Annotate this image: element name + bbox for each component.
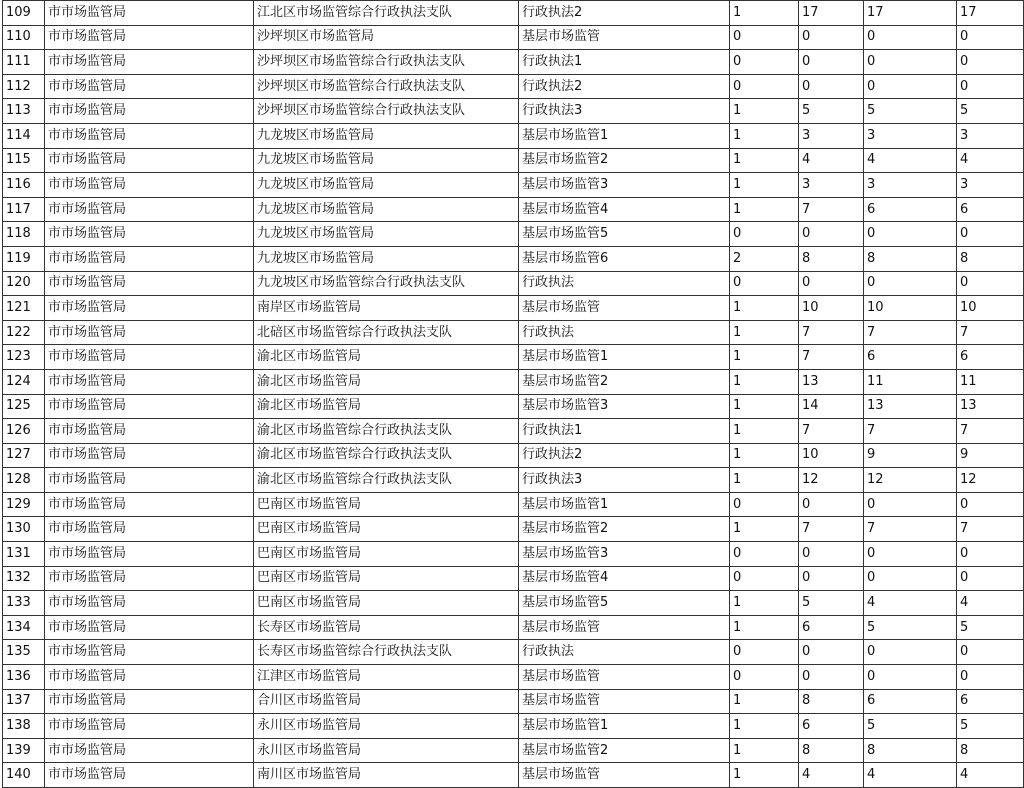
paid-count-cell: 4 (957, 591, 1024, 616)
qualified-count-cell: 4 (864, 148, 957, 173)
paid-count-cell: 3 (957, 123, 1024, 148)
table-row (3, 542, 1024, 567)
position-cell: 行政执法2 (519, 74, 730, 99)
position-cell: 行政执法 (519, 271, 730, 296)
row-number-cell: 137 (3, 689, 45, 714)
applicant-count-cell: 0 (799, 222, 864, 247)
qualified-count-cell: 10 (864, 296, 957, 321)
plan-count-cell: 0 (730, 566, 799, 591)
position-cell: 基层市场监管6 (519, 246, 730, 271)
table-row (3, 320, 1024, 345)
position-cell: 行政执法3 (519, 99, 730, 124)
row-number-cell: 132 (3, 566, 45, 591)
qualified-count-cell: 0 (864, 566, 957, 591)
table-row (3, 74, 1024, 99)
applicant-count-cell: 0 (799, 74, 864, 99)
applicant-count-cell: 0 (799, 566, 864, 591)
table-row (3, 50, 1024, 75)
unit-cell: 永川区市场监管局 (254, 738, 519, 763)
plan-count-cell: 1 (730, 173, 799, 198)
paid-count-cell: 0 (957, 542, 1024, 567)
applicant-count-cell: 7 (799, 320, 864, 345)
position-cell: 行政执法2 (519, 1, 730, 26)
row-number-cell: 119 (3, 246, 45, 271)
position-cell: 基层市场监管2 (519, 148, 730, 173)
table-row (3, 345, 1024, 370)
department-cell: 市市场监管局 (45, 222, 254, 247)
row-number-cell: 111 (3, 50, 45, 75)
table-row (3, 468, 1024, 493)
table-row (3, 566, 1024, 591)
plan-count-cell: 1 (730, 345, 799, 370)
unit-cell: 长寿区市场监管综合行政执法支队 (254, 640, 519, 665)
paid-count-cell: 0 (957, 25, 1024, 50)
plan-count-cell: 0 (730, 222, 799, 247)
department-cell: 市市场监管局 (45, 74, 254, 99)
row-number-cell: 113 (3, 99, 45, 124)
unit-cell: 巴南区市场监管局 (254, 566, 519, 591)
paid-count-cell: 8 (957, 738, 1024, 763)
plan-count-cell: 0 (730, 640, 799, 665)
position-cell: 行政执法2 (519, 443, 730, 468)
paid-count-cell: 5 (957, 99, 1024, 124)
unit-cell: 九龙坡区市场监管局 (254, 123, 519, 148)
qualified-count-cell: 11 (864, 369, 957, 394)
department-cell: 市市场监管局 (45, 345, 254, 370)
qualified-count-cell: 8 (864, 738, 957, 763)
department-cell: 市市场监管局 (45, 99, 254, 124)
position-cell: 基层市场监管 (519, 615, 730, 640)
table-body (3, 1, 1024, 788)
unit-cell: 沙坪坝区市场监管综合行政执法支队 (254, 50, 519, 75)
plan-count-cell: 1 (730, 99, 799, 124)
department-cell: 市市场监管局 (45, 665, 254, 690)
row-number-cell: 112 (3, 74, 45, 99)
unit-cell: 九龙坡区市场监管局 (254, 148, 519, 173)
table-row (3, 615, 1024, 640)
unit-cell: 长寿区市场监管局 (254, 615, 519, 640)
paid-count-cell: 0 (957, 566, 1024, 591)
qualified-count-cell: 9 (864, 443, 957, 468)
table-row (3, 99, 1024, 124)
qualified-count-cell: 0 (864, 50, 957, 75)
table-row (3, 296, 1024, 321)
applicant-count-cell: 8 (799, 738, 864, 763)
qualified-count-cell: 17 (864, 1, 957, 26)
applicant-count-cell: 8 (799, 246, 864, 271)
position-cell: 行政执法3 (519, 468, 730, 493)
department-cell: 市市场监管局 (45, 246, 254, 271)
paid-count-cell: 4 (957, 763, 1024, 788)
department-cell: 市市场监管局 (45, 1, 254, 26)
plan-count-cell: 1 (730, 517, 799, 542)
row-number-cell: 117 (3, 197, 45, 222)
paid-count-cell: 11 (957, 369, 1024, 394)
qualified-count-cell: 4 (864, 763, 957, 788)
table-row (3, 271, 1024, 296)
table-row (3, 517, 1024, 542)
unit-cell: 渝北区市场监管局 (254, 394, 519, 419)
applicant-count-cell: 14 (799, 394, 864, 419)
department-cell: 市市场监管局 (45, 640, 254, 665)
position-cell: 基层市场监管 (519, 763, 730, 788)
applicant-count-cell: 12 (799, 468, 864, 493)
plan-count-cell: 1 (730, 468, 799, 493)
position-cell: 基层市场监管5 (519, 222, 730, 247)
department-cell: 市市场监管局 (45, 763, 254, 788)
department-cell: 市市场监管局 (45, 50, 254, 75)
department-cell: 市市场监管局 (45, 296, 254, 321)
department-cell: 市市场监管局 (45, 148, 254, 173)
row-number-cell: 109 (3, 1, 45, 26)
table-row (3, 394, 1024, 419)
qualified-count-cell: 0 (864, 271, 957, 296)
department-cell: 市市场监管局 (45, 173, 254, 198)
applicant-count-cell: 4 (799, 148, 864, 173)
paid-count-cell: 7 (957, 419, 1024, 444)
table-row (3, 763, 1024, 788)
position-cell: 基层市场监管1 (519, 123, 730, 148)
paid-count-cell: 0 (957, 665, 1024, 690)
row-number-cell: 140 (3, 763, 45, 788)
applicant-count-cell: 7 (799, 345, 864, 370)
qualified-count-cell: 5 (864, 615, 957, 640)
qualified-count-cell: 6 (864, 689, 957, 714)
department-cell: 市市场监管局 (45, 492, 254, 517)
table-row (3, 222, 1024, 247)
applicant-count-cell: 7 (799, 197, 864, 222)
table-row (3, 665, 1024, 690)
unit-cell: 沙坪坝区市场监管综合行政执法支队 (254, 99, 519, 124)
table-row (3, 1, 1024, 26)
plan-count-cell: 1 (730, 615, 799, 640)
unit-cell: 渝北区市场监管局 (254, 345, 519, 370)
department-cell: 市市场监管局 (45, 25, 254, 50)
qualified-count-cell: 6 (864, 197, 957, 222)
paid-count-cell: 12 (957, 468, 1024, 493)
table-row (3, 419, 1024, 444)
qualified-count-cell: 6 (864, 345, 957, 370)
unit-cell: 渝北区市场监管综合行政执法支队 (254, 443, 519, 468)
row-number-cell: 127 (3, 443, 45, 468)
paid-count-cell: 6 (957, 197, 1024, 222)
paid-count-cell: 13 (957, 394, 1024, 419)
paid-count-cell: 4 (957, 148, 1024, 173)
position-cell: 基层市场监管 (519, 689, 730, 714)
paid-count-cell: 7 (957, 320, 1024, 345)
row-number-cell: 114 (3, 123, 45, 148)
qualified-count-cell: 0 (864, 542, 957, 567)
plan-count-cell: 1 (730, 738, 799, 763)
unit-cell: 江北区市场监管综合行政执法支队 (254, 1, 519, 26)
table-row (3, 197, 1024, 222)
position-cell: 基层市场监管5 (519, 591, 730, 616)
row-number-cell: 134 (3, 615, 45, 640)
applicant-count-cell: 5 (799, 591, 864, 616)
paid-count-cell: 0 (957, 222, 1024, 247)
table-row (3, 591, 1024, 616)
unit-cell: 沙坪坝区市场监管综合行政执法支队 (254, 74, 519, 99)
paid-count-cell: 8 (957, 246, 1024, 271)
department-cell: 市市场监管局 (45, 591, 254, 616)
row-number-cell: 122 (3, 320, 45, 345)
position-cell: 基层市场监管1 (519, 492, 730, 517)
paid-count-cell: 0 (957, 271, 1024, 296)
plan-count-cell: 0 (730, 542, 799, 567)
qualified-count-cell: 4 (864, 591, 957, 616)
table-row (3, 492, 1024, 517)
unit-cell: 九龙坡区市场监管局 (254, 173, 519, 198)
unit-cell: 合川区市场监管局 (254, 689, 519, 714)
qualified-count-cell: 0 (864, 665, 957, 690)
table-row (3, 689, 1024, 714)
plan-count-cell: 1 (730, 394, 799, 419)
department-cell: 市市场监管局 (45, 443, 254, 468)
row-number-cell: 123 (3, 345, 45, 370)
unit-cell: 九龙坡区市场监管局 (254, 222, 519, 247)
department-cell: 市市场监管局 (45, 197, 254, 222)
unit-cell: 九龙坡区市场监管综合行政执法支队 (254, 271, 519, 296)
row-number-cell: 128 (3, 468, 45, 493)
row-number-cell: 116 (3, 173, 45, 198)
applicant-count-cell: 0 (799, 665, 864, 690)
row-number-cell: 124 (3, 369, 45, 394)
table-row (3, 246, 1024, 271)
department-cell: 市市场监管局 (45, 615, 254, 640)
paid-count-cell: 6 (957, 689, 1024, 714)
plan-count-cell: 1 (730, 714, 799, 739)
applicant-count-cell: 3 (799, 173, 864, 198)
position-cell: 基层市场监管3 (519, 394, 730, 419)
unit-cell: 巴南区市场监管局 (254, 492, 519, 517)
paid-count-cell: 0 (957, 492, 1024, 517)
plan-count-cell: 1 (730, 320, 799, 345)
applicant-count-cell: 0 (799, 492, 864, 517)
department-cell: 市市场监管局 (45, 271, 254, 296)
plan-count-cell: 1 (730, 369, 799, 394)
plan-count-cell: 0 (730, 74, 799, 99)
qualified-count-cell: 0 (864, 492, 957, 517)
plan-count-cell: 1 (730, 689, 799, 714)
qualified-count-cell: 0 (864, 640, 957, 665)
plan-count-cell: 1 (730, 1, 799, 26)
applicant-count-cell: 8 (799, 689, 864, 714)
applicant-count-cell: 0 (799, 50, 864, 75)
applicant-count-cell: 0 (799, 640, 864, 665)
department-cell: 市市场监管局 (45, 320, 254, 345)
row-number-cell: 135 (3, 640, 45, 665)
position-cell: 基层市场监管2 (519, 369, 730, 394)
unit-cell: 渝北区市场监管综合行政执法支队 (254, 468, 519, 493)
qualified-count-cell: 5 (864, 99, 957, 124)
row-number-cell: 110 (3, 25, 45, 50)
plan-count-cell: 1 (730, 123, 799, 148)
row-number-cell: 121 (3, 296, 45, 321)
row-number-cell: 120 (3, 271, 45, 296)
plan-count-cell: 1 (730, 443, 799, 468)
applicant-count-cell: 0 (799, 271, 864, 296)
paid-count-cell: 9 (957, 443, 1024, 468)
paid-count-cell: 0 (957, 74, 1024, 99)
table-row (3, 714, 1024, 739)
table-row (3, 123, 1024, 148)
department-cell: 市市场监管局 (45, 123, 254, 148)
plan-count-cell: 0 (730, 50, 799, 75)
plan-count-cell: 1 (730, 591, 799, 616)
applicant-count-cell: 4 (799, 763, 864, 788)
unit-cell: 巴南区市场监管局 (254, 517, 519, 542)
qualified-count-cell: 12 (864, 468, 957, 493)
recruitment-table (2, 0, 1024, 788)
department-cell: 市市场监管局 (45, 689, 254, 714)
plan-count-cell: 0 (730, 271, 799, 296)
plan-count-cell: 1 (730, 419, 799, 444)
department-cell: 市市场监管局 (45, 738, 254, 763)
plan-count-cell: 1 (730, 296, 799, 321)
qualified-count-cell: 7 (864, 517, 957, 542)
paid-count-cell: 5 (957, 714, 1024, 739)
applicant-count-cell: 0 (799, 542, 864, 567)
paid-count-cell: 17 (957, 1, 1024, 26)
qualified-count-cell: 0 (864, 74, 957, 99)
paid-count-cell: 0 (957, 640, 1024, 665)
position-cell: 基层市场监管1 (519, 714, 730, 739)
row-number-cell: 131 (3, 542, 45, 567)
position-cell: 基层市场监管 (519, 25, 730, 50)
department-cell: 市市场监管局 (45, 394, 254, 419)
department-cell: 市市场监管局 (45, 468, 254, 493)
qualified-count-cell: 3 (864, 123, 957, 148)
table-row (3, 443, 1024, 468)
table-row (3, 148, 1024, 173)
row-number-cell: 130 (3, 517, 45, 542)
qualified-count-cell: 7 (864, 419, 957, 444)
paid-count-cell: 5 (957, 615, 1024, 640)
paid-count-cell: 3 (957, 173, 1024, 198)
position-cell: 行政执法 (519, 320, 730, 345)
row-number-cell: 139 (3, 738, 45, 763)
unit-cell: 巴南区市场监管局 (254, 542, 519, 567)
unit-cell: 九龙坡区市场监管局 (254, 246, 519, 271)
qualified-count-cell: 0 (864, 25, 957, 50)
position-cell: 行政执法1 (519, 419, 730, 444)
plan-count-cell: 2 (730, 246, 799, 271)
row-number-cell: 136 (3, 665, 45, 690)
applicant-count-cell: 3 (799, 123, 864, 148)
applicant-count-cell: 7 (799, 419, 864, 444)
department-cell: 市市场监管局 (45, 714, 254, 739)
paid-count-cell: 0 (957, 50, 1024, 75)
row-number-cell: 133 (3, 591, 45, 616)
position-cell: 基层市场监管1 (519, 345, 730, 370)
plan-count-cell: 1 (730, 763, 799, 788)
table-row (3, 640, 1024, 665)
paid-count-cell: 6 (957, 345, 1024, 370)
qualified-count-cell: 8 (864, 246, 957, 271)
table-row (3, 369, 1024, 394)
table-row (3, 25, 1024, 50)
position-cell: 基层市场监管2 (519, 517, 730, 542)
table-row (3, 738, 1024, 763)
table-row (3, 173, 1024, 198)
row-number-cell: 118 (3, 222, 45, 247)
position-cell: 基层市场监管 (519, 296, 730, 321)
applicant-count-cell: 6 (799, 615, 864, 640)
applicant-count-cell: 5 (799, 99, 864, 124)
applicant-count-cell: 6 (799, 714, 864, 739)
paid-count-cell: 7 (957, 517, 1024, 542)
qualified-count-cell: 7 (864, 320, 957, 345)
qualified-count-cell: 5 (864, 714, 957, 739)
position-cell: 基层市场监管3 (519, 542, 730, 567)
unit-cell: 南岸区市场监管局 (254, 296, 519, 321)
applicant-count-cell: 0 (799, 25, 864, 50)
row-number-cell: 115 (3, 148, 45, 173)
applicant-count-cell: 10 (799, 296, 864, 321)
qualified-count-cell: 3 (864, 173, 957, 198)
plan-count-cell: 1 (730, 148, 799, 173)
position-cell: 行政执法1 (519, 50, 730, 75)
applicant-count-cell: 13 (799, 369, 864, 394)
unit-cell: 渝北区市场监管局 (254, 369, 519, 394)
department-cell: 市市场监管局 (45, 542, 254, 567)
unit-cell: 渝北区市场监管综合行政执法支队 (254, 419, 519, 444)
unit-cell: 江津区市场监管局 (254, 665, 519, 690)
qualified-count-cell: 13 (864, 394, 957, 419)
row-number-cell: 138 (3, 714, 45, 739)
applicant-count-cell: 7 (799, 517, 864, 542)
position-cell: 基层市场监管2 (519, 738, 730, 763)
position-cell: 基层市场监管3 (519, 173, 730, 198)
plan-count-cell: 0 (730, 665, 799, 690)
position-cell: 基层市场监管4 (519, 566, 730, 591)
position-cell: 基层市场监管 (519, 665, 730, 690)
plan-count-cell: 1 (730, 197, 799, 222)
unit-cell: 九龙坡区市场监管局 (254, 197, 519, 222)
unit-cell: 南川区市场监管局 (254, 763, 519, 788)
unit-cell: 北碚区市场监管综合行政执法支队 (254, 320, 519, 345)
department-cell: 市市场监管局 (45, 419, 254, 444)
row-number-cell: 126 (3, 419, 45, 444)
unit-cell: 巴南区市场监管局 (254, 591, 519, 616)
department-cell: 市市场监管局 (45, 369, 254, 394)
unit-cell: 沙坪坝区市场监管局 (254, 25, 519, 50)
unit-cell: 永川区市场监管局 (254, 714, 519, 739)
applicant-count-cell: 10 (799, 443, 864, 468)
position-cell: 行政执法 (519, 640, 730, 665)
plan-count-cell: 0 (730, 492, 799, 517)
row-number-cell: 129 (3, 492, 45, 517)
position-cell: 基层市场监管4 (519, 197, 730, 222)
applicant-count-cell: 17 (799, 1, 864, 26)
department-cell: 市市场监管局 (45, 517, 254, 542)
paid-count-cell: 10 (957, 296, 1024, 321)
row-number-cell: 125 (3, 394, 45, 419)
plan-count-cell: 0 (730, 25, 799, 50)
qualified-count-cell: 0 (864, 222, 957, 247)
department-cell: 市市场监管局 (45, 566, 254, 591)
